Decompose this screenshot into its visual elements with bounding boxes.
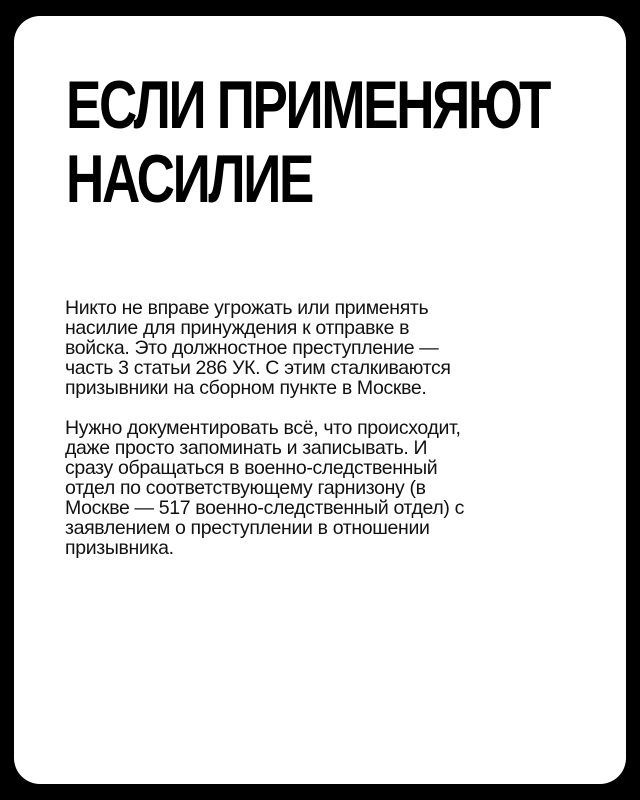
info-card	[14, 16, 626, 784]
card-title	[66, 68, 549, 216]
card-body	[65, 298, 565, 578]
text-line: войска. Это должностное преступление —	[65, 337, 439, 359]
text-line: заявлением о преступлении в отношении	[65, 517, 430, 539]
text-line: Никто не вправе угрожать или применять	[65, 297, 429, 319]
text-line: призывника.	[65, 537, 174, 559]
text-line: часть 3 статьи 286 УК. С этим сталкиваются	[65, 357, 451, 379]
text-line: сразу обращаться в военно-следственный	[65, 457, 438, 479]
card-title-line: ЕСЛИ ПРИМЕНЯЮТ	[66, 67, 550, 143]
text-line: призывники на сборном пункте в Москве.	[65, 377, 427, 399]
text-line: даже просто запоминать и записывать. И	[65, 437, 428, 459]
card-title-line: НАСИЛИЕ	[66, 141, 313, 217]
text-line: Нужно документировать всё, что происходит,	[65, 417, 461, 439]
paragraph-threats	[65, 298, 565, 398]
paragraph-documenting	[65, 418, 565, 558]
text-line: Москве — 517 военно-следственный отдел) с	[65, 497, 464, 519]
text-line: отдел по соответствующему гарнизону (в	[65, 477, 426, 499]
text-line: насилие для принуждения к отправке в	[65, 317, 410, 339]
